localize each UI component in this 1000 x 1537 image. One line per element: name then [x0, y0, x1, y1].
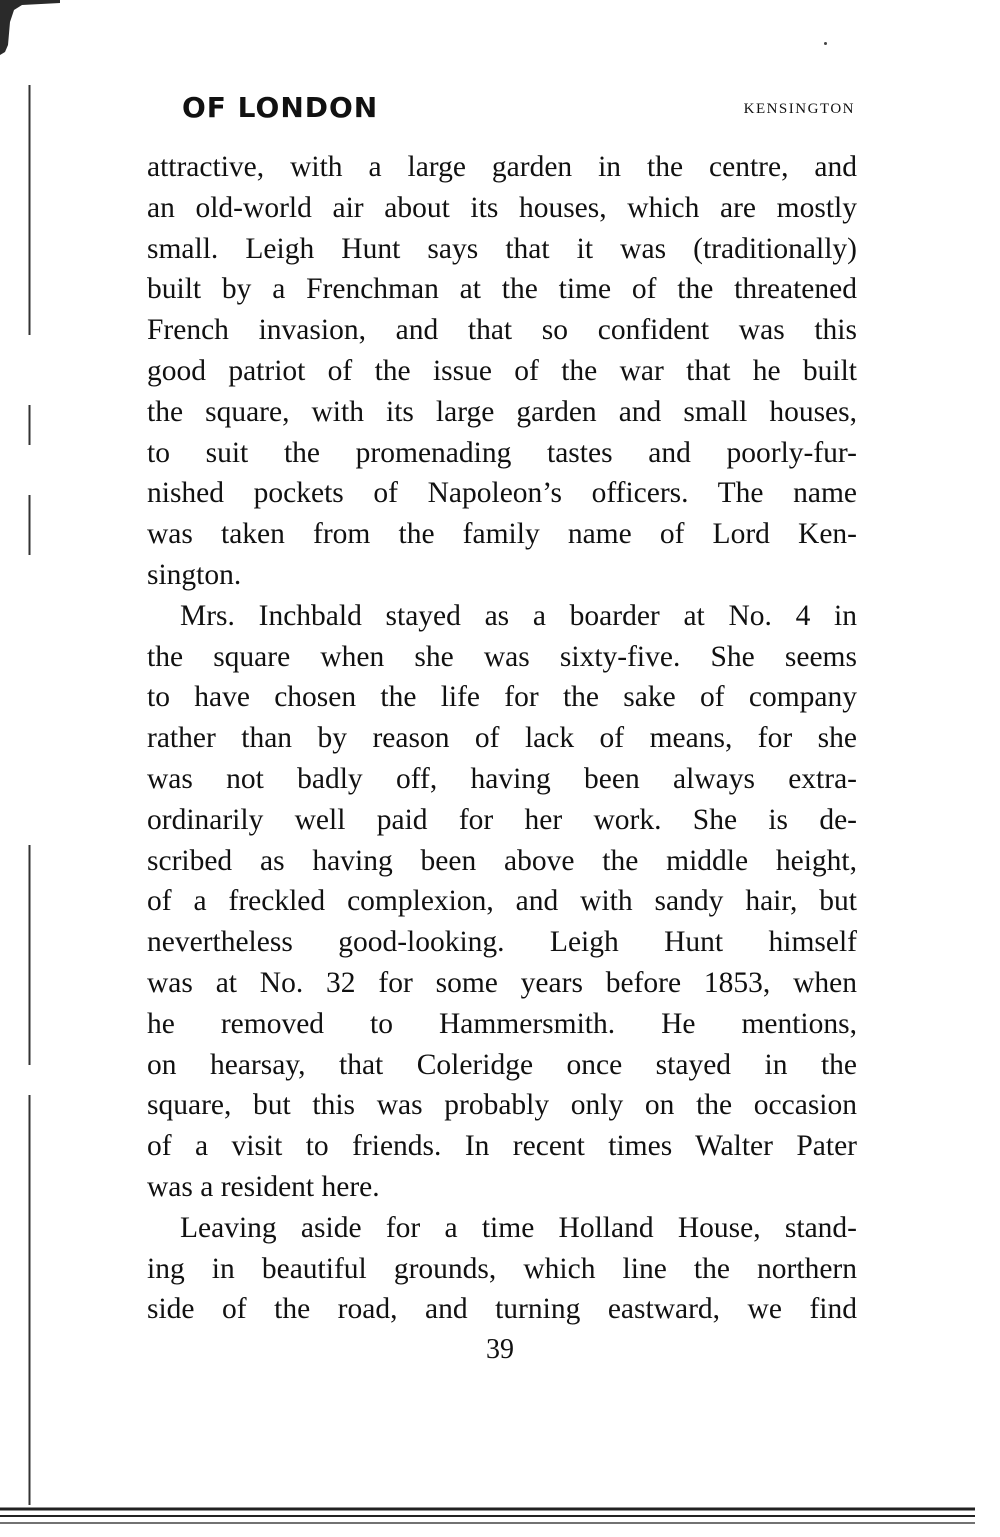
text-line: attractive, with a large garden in the centre, and — [147, 151, 857, 183]
text-line: of a visit to friends. In recent times Walter Pater — [147, 1130, 857, 1163]
scan-corner-mark — [0, 0, 60, 55]
text-line: scribed as having been above the middle height, — [147, 844, 857, 877]
text-line: ing in beautiful grounds, which line the northern — [147, 1252, 857, 1285]
text-line: an old-world air about its houses, which are mostly — [147, 191, 857, 224]
text-line: nevertheless good-looking. Leigh Hunt himself — [147, 926, 857, 959]
text-line: was not badly off, having been always extra- — [147, 762, 857, 795]
text-line: nished pockets of Napoleon’s officers. The name — [147, 477, 857, 510]
text-line: side of the road, and turning eastward, we find — [147, 1293, 857, 1326]
text-line: square, but this was probably only on the occasion — [147, 1089, 857, 1122]
header-title: OF LONDON — [182, 91, 379, 124]
text-line: ordinarily well paid for her work. She is de- — [147, 803, 857, 836]
text-line: good patriot of the issue of the war that he built — [147, 354, 857, 387]
body-text — [147, 147, 857, 1330]
text-line: on hearsay, that Coleridge once stayed in the — [147, 1048, 857, 1081]
text-line: French invasion, and that so confident was this — [147, 314, 857, 347]
header-section: KENSINGTON — [743, 101, 855, 117]
page-number: 39 — [486, 1334, 514, 1365]
binding-edge-line — [28, 85, 31, 1505]
text-line: to suit the promenading tastes and poorly-fur- — [147, 436, 857, 469]
text-line: he removed to Hammersmith. He mentions, — [147, 1007, 857, 1040]
text-line: rather than by reason of lack of means, for she — [147, 722, 857, 755]
text-line: the square, with its large garden and small houses, — [147, 395, 857, 428]
text-line: was taken from the family name of Lord Ken- — [147, 518, 857, 551]
text-line: Leaving aside for a time Holland House, stand- — [180, 1211, 857, 1244]
text-line: was at No. 32 for some years before 1853, when — [147, 966, 857, 999]
text-line: was a resident here. — [147, 1170, 380, 1203]
text-line: Mrs. Inchbald stayed as a boarder at No. 4 in — [180, 599, 857, 632]
text-line: the square when she was sixty-five. She seems — [147, 640, 857, 673]
text-line: to have chosen the life for the sake of company — [147, 681, 857, 714]
text-line: sington. — [147, 558, 242, 591]
running-header — [147, 88, 855, 128]
text-line: built by a Frenchman at the time of the threatened — [147, 273, 857, 306]
text-line: of a freckled complexion, and with sandy hair, but — [147, 885, 857, 918]
scan-speck — [824, 42, 827, 45]
text-line: small. Leigh Hunt says that it was (traditionally) — [147, 232, 857, 265]
bottom-border-rule — [0, 1505, 975, 1527]
